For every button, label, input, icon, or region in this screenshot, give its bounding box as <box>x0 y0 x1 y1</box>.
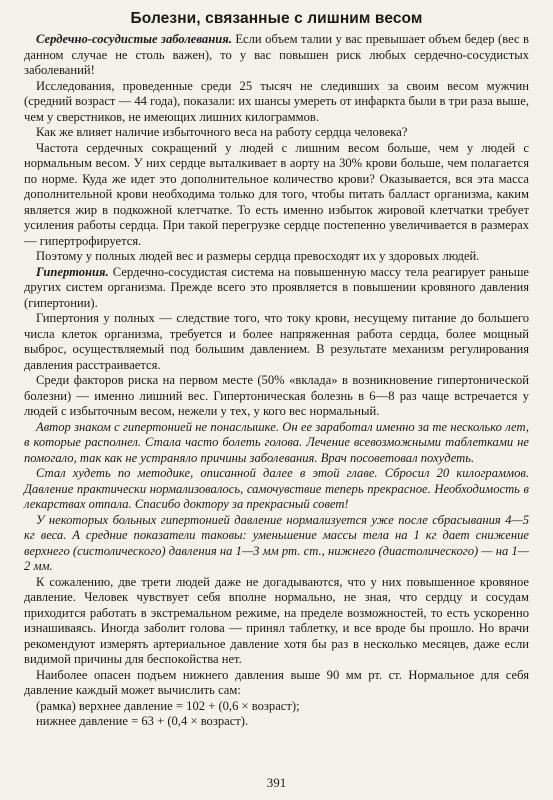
paragraph: Наиболее опасен подъем нижнего давления выше 90 мм рт. ст. Нормальное для себя давление каждый может вычислить сам: <box>24 667 529 697</box>
section-heading-hypertension: Гипертония. <box>36 264 109 279</box>
page-number: 391 <box>266 775 287 790</box>
paragraph: К сожалению, две трети людей даже не догадываются, что у них повышенное кровяное давление. Человек чувствует себя вполне нормально, не зная, что сердцу и сосудам приходится работать в экстремальном режиме, на пределе возможностей, то есть ускоренно изнашиваясь. Иногда заболит голова — принял таблетку, и все вроде бы прошло. Но врачи рекомендуют измерять артериальное давление хотя бы раз в несколько месяцев, даже если видимой причины для беспокойства нет. <box>24 574 529 666</box>
paragraph: Поэтому у полных людей вес и размеры сердца превосходят их у здоровых людей. <box>36 249 480 263</box>
formula-systolic: (рамка) верхнее давление = 102 + (0,6 × возраст); <box>36 698 300 713</box>
page-body <box>24 32 529 730</box>
formula-diastolic: нижнее давление = 63 + (0,4 × возраст). <box>36 714 249 728</box>
paragraph: Среди факторов риска на первом месте (50% «вклада» в возникновение гипертонической болезни) — именно лишний вес. Гипертоническая болезнь в 6—8 раз чаще встречается у людей с избыточным весом, нежели у тех, у кого вес нормальный. <box>24 373 529 418</box>
paragraph: Гипертония у полных — следствие того, что току крови, несущему питание до большего числа клеток организма, требуется и более напряженная работа сердца, более мощный выброс, осуществляемый под большим давлением. В результате механизм регулирования давления расстраивается. <box>24 311 529 372</box>
page-title: Болезни, связанные с лишним весом <box>130 10 423 27</box>
paragraph-text: Если объем талии у вас превышает объем бедер (вес в данном случае не столь важен), то у вас повышен риск любых сердечно-сосудистых заболеваний! <box>24 32 529 77</box>
paragraph-cardio <box>24 32 529 79</box>
paragraph: Как же влияет наличие избыточного веса на работу сердца человека? <box>36 125 408 139</box>
paragraph: Исследования, проведенные среди 25 тысяч не следивших за своим весом мужчин (средний возраст — 44 года), показали: их шансы умереть от инфаркта были в три раза выше, чем у сверстников, не имеющих лишних килограммов. <box>24 78 529 124</box>
paragraph: Частота сердечных сокращений у людей с лишним весом больше, чем у людей с нормальным весом. У них сердце выталкивает в аорту на 30% крови больше, чем полагается по норме. Куда же идет это дополнительное количество крови? Оказывается, вся эта масса дополнительной крови необходима только для того, чтобы питать балласт организма, каким является жир в подкожной клетчатке. То есть именно избыток жировой клетчатки требует усиления работы сердца. При такой перегрузке сердце постепенно увеличивается в размерах — гипертрофируется. <box>24 140 529 248</box>
section-heading-cardio: Сердечно-сосудистые заболевания. <box>36 32 232 46</box>
paragraph-text: Сердечно-сосудистая система на повышенную массу тела реагирует раньше других систем организма. Прежде всего это проявляется в повышении кровяного давления (гипертонии). <box>24 264 529 310</box>
author-note: Автор знаком с гипертонией не понаслышке. Он ее заработал именно за те несколько лет, в которые располнел. Стала часто болеть голова. Лечение всевозможными таблетками не помогало, так как не устраняло причины заболевания. Врач посоветовал похудеть. <box>24 419 529 465</box>
author-note: Стал худеть по методике, описанной далее в этой главе. Сбросил 20 килограммов. Давление практически нормализовалось, самочувствие теперь прекрасное. Необходимость в лекарствах отпала. Спасибо доктору за прекрасный совет! <box>24 466 529 511</box>
author-note: У некоторых больных гипертонией давление нормализуется уже после сбрасывания 4—5 кг веса. А средние показатели таковы: уменьшение массы тела на 1 кг дает снижение верхнего (систолического) давления на 1—3 мм рт. ст., нижнего (диастолического) — на 1—2 мм. <box>24 512 529 573</box>
paragraph-hypertension <box>24 265 529 312</box>
